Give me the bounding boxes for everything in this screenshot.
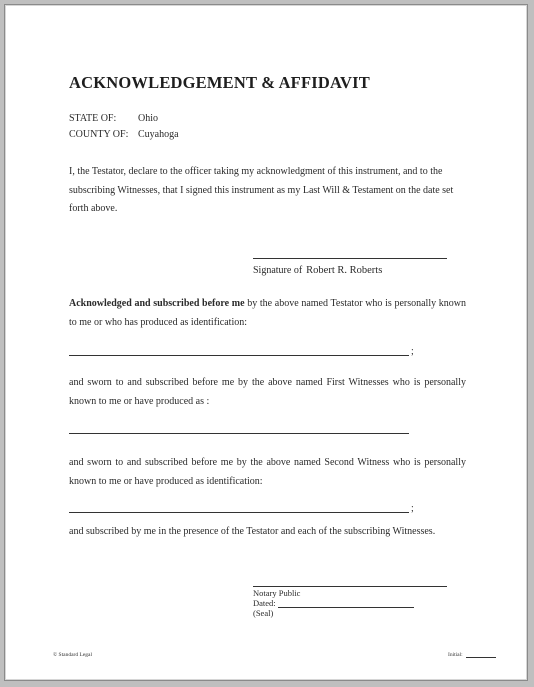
county-label: COUNTY OF: [69, 129, 129, 140]
page-title: ACKNOWLEDGEMENT & AFFIDAVIT [69, 73, 370, 92]
signature-line [253, 258, 447, 259]
second-witness-paragraph: and sworn to and subscribed before me by the above named Second Witness who is personally known to me or have produced as identification: [69, 457, 466, 487]
declaration-paragraph: I, the Testator, declare to the officer taking my acknowledgment of this instrument, and to the subscribing Witnesses, that I signed this instrument as my Last Will & Testament on the date set forth above. [69, 166, 454, 214]
state-label: STATE OF: [69, 113, 117, 124]
notary-public-label: Notary Public [253, 588, 301, 598]
county-value: Cuyahoga [138, 129, 179, 140]
footer-copyright: © Standard Legal [53, 652, 92, 658]
state-value: Ohio [138, 113, 158, 124]
signature-block [253, 265, 382, 276]
presence-paragraph: and subscribed by me in the presence of the Testator and each of the subscribing Witnesses. [69, 526, 436, 537]
acknowledgement-text: by the above named Testator who is personally known to me or who has produced as identification: [69, 298, 467, 328]
semicolon-2: ; [411, 503, 414, 514]
document-page [4, 4, 528, 681]
footer-initial [448, 652, 496, 658]
first-witness-blank-line [69, 433, 409, 434]
acknowledgement-bold-text: Acknowledged and subscribed before me [69, 298, 245, 309]
signature-label: Signature of [253, 265, 303, 276]
semicolon-1: ; [411, 346, 414, 357]
dated-blank-line [278, 600, 414, 608]
initial-blank-line [466, 652, 496, 658]
signature-name: Robert R. Roberts [306, 265, 383, 276]
dated-row [253, 598, 414, 608]
notary-block [253, 588, 414, 618]
notary-signature-line [253, 586, 447, 587]
second-witness-blank-line [69, 512, 409, 513]
initial-label: Initial: [448, 652, 463, 658]
testator-id-blank-line [69, 355, 409, 356]
seal-label: (Seal) [253, 608, 274, 618]
dated-label: Dated: [253, 598, 276, 608]
acknowledgement-paragraph [69, 295, 466, 332]
first-witness-paragraph: and sworn to and subscribed before me by the above named First Witnesses who is personally known to me or have produced as : [69, 377, 466, 407]
